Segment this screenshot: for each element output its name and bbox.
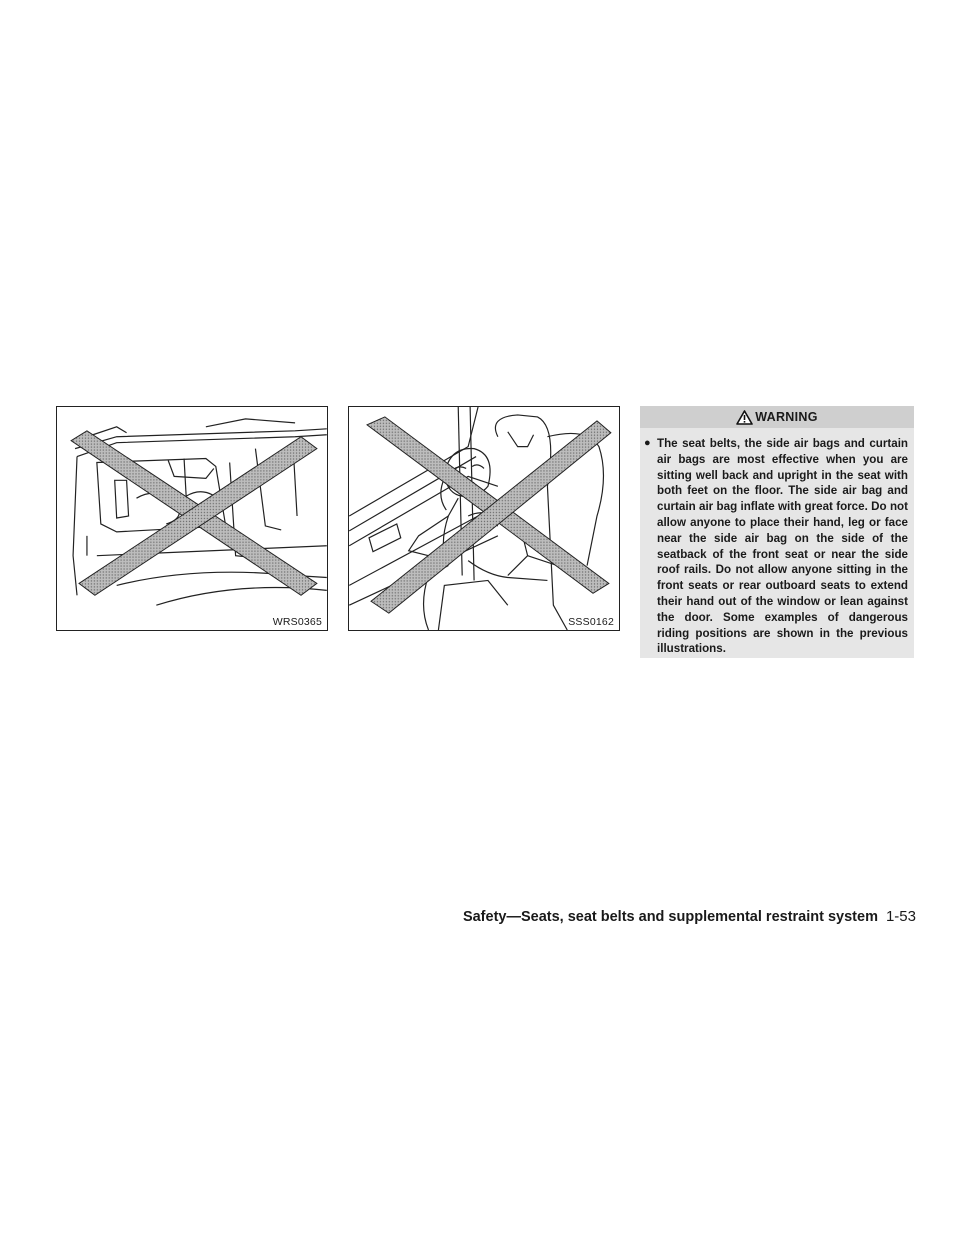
child-leaning-on-door-x-illustration (349, 407, 619, 630)
page-footer (463, 908, 916, 925)
vehicle-side-x-illustration (57, 407, 327, 630)
footer-section-title: Safety—Seats, seat belts and supplemental restraint system (462, 909, 878, 925)
figure-code: SSS0162 (568, 616, 614, 628)
warning-header (640, 406, 914, 428)
figure-child-leaning (348, 406, 620, 631)
warning-item (640, 428, 914, 657)
figure-code: WRS0365 (272, 616, 322, 628)
warning-title: WARNING (755, 410, 818, 424)
warning-box (640, 406, 914, 658)
warning-text: The seat belts, the side air bags and curtain air bags are most effective when you are sitting well back and upright in the seat with both feet on the floor. The side air bag and curtain air bag inflate with great force. Do not allow anyone to place their hand, leg or face near the side air bag on the side of the seatback of the front seat or near the side roof rails. Do not allow anyone sitting in the front seats or rear outboard seats to extend their hand out of the window or lean against the door. Some examples of dangerous riding positions are shown in the previous illustrations. (657, 437, 908, 656)
page-number: 1-53 (885, 908, 916, 925)
figure-vehicle-side (56, 406, 328, 631)
warning-triangle-icon (736, 410, 753, 425)
bullet: ● (644, 437, 651, 449)
